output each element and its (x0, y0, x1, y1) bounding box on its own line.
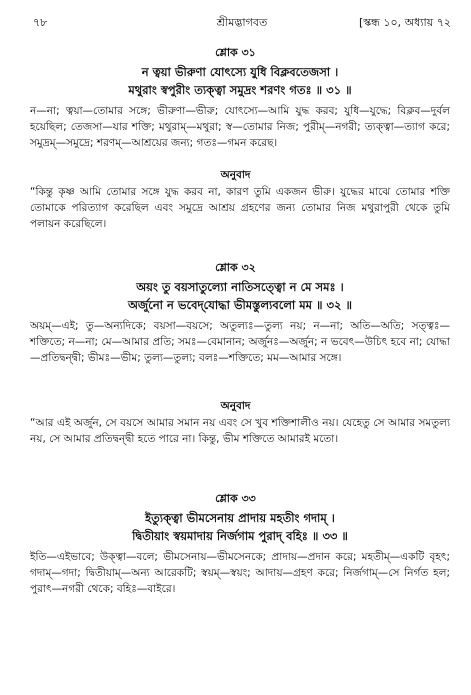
sanskrit-verse (30, 509, 450, 545)
verse-line: দ্বিতীয়াং স্বয়মাদায় নির্জগাম পুরাদ্‌ বহিঃ ॥ ৩৩ ॥ (132, 529, 348, 543)
translation-text: “আর এই অর্জুন, সে বয়সে আমার সমান নয় এবং সে খুব শক্তিশালীও নয়। যেহেতু সে আমার সমতুল্য নয়, সে আমার প্রতিদ্বন্দ্বী হতে পারে না। কিন্তু, ভীম শক্তিতে আমারই মতো। (30, 417, 450, 445)
word-synonyms: ইতি—এইভাবে; উক্ত্বা—বলে; ভীমসেনায়—ভীমসেনকে; প্রাদায়—প্রদান করে; মহতীম্—একটি বৃহৎ; গদাম্—গদা; দ্বিতীয়াম্—অন্য আরেকটি; স্বয়ম্—স্বয়ং; আদায়—গ্রহণ করে; নির্জগাম্—সে নির্গত হল; পুরাৎ—নগরী থেকে; বহিঃ—বাইরে। (30, 551, 450, 595)
verse-line: মথুরাং স্বপুরীং ত্যক্ত্বা সমুদ্রং শরণং গতঃ ॥ ৩১ ॥ (128, 83, 352, 97)
page-number: ৭৮ (33, 16, 48, 29)
section-reference: [স্কন্ধ ১০, অধ্যায় ৭২ (358, 16, 451, 29)
word-synonyms: অয়ম্—এই; তু—অন্যদিকে; বয়সা—বয়সে; অতুল্যঃ—তুল্য নয়; ন—না; অতি—অতি; সত্ত্বঃ—শক্তিতে; ন—না; মে—আমার প্রতি; সমঃ—বেমানান; অর্জুনঃ—অর্জুন; ন ভবেৎ—উচিৎ হবে না; যোদ্ধা—প্রতিদ্বন্দ্বী; ভীমঃ—ভীম; তুল্য—তুল্য; বলঃ—শক্তিতে; মম—আমার সঙ্গে। (30, 320, 450, 364)
verse-line: ইত্যুক্ত্বা ভীমসেনায় প্রাদায় মহতীং গদাম্ । (145, 511, 335, 525)
verse-line: অর্জুনো ন ভবেদ্‌যোদ্ধা ভীমস্তুল্যবলো মম ॥ ৩২ ॥ (127, 298, 353, 312)
verse-line: ন ত্বয়া ভীরুণা যোৎস্যে যুধি বিক্লবতেজসা । (141, 65, 339, 79)
translation-heading: অনুবাদ (220, 169, 251, 181)
sanskrit-verse (30, 63, 450, 99)
sloka-heading: শ্লোক ৩৩ (215, 492, 256, 505)
word-synonyms: ন—না; ত্বয়া—তোমার সঙ্গে; ভীরুণা—ভীরু; যোৎস্যে—আমি যুদ্ধ করব; যুধি—যুদ্ধে; বিক্লব—দুর্বল হয়েছিল; তেজসা—যার শক্তি; মথুরাম্—মথুরা; স্ব—তোমার নিজ; পুরীম্—নগরী; ত্যক্ত্বা—ত্যাগ করে; সমুদ্রম্—সমুদ্রে; শরণম্—আশ্রয়ের জন্য; গতঃ—গমন করেছ। (30, 105, 450, 149)
sanskrit-verse (30, 278, 450, 314)
translation-text: “কিন্তু কৃষ্ণ আমি তোমার সঙ্গে যুদ্ধ করব না, কারণ তুমি একজন ভীরু। যুদ্ধের মাঝে তোমার শক্তি তোমাকে পরিত্যাগ করেছিল এবং সমুদ্রে আশ্রয় গ্রহণের জন্য তোমার নিজ মথুরাপুরী থেকে তুমি পলায়ন করেছিলে। (30, 186, 450, 230)
verse-line: অয়ং তু বয়সাতুল্যো নাতিসত্ত্বো ন মে সমঃ । (136, 280, 344, 294)
running-header (33, 14, 451, 32)
sloka-heading: শ্লোক ৩১ (215, 46, 256, 59)
sloka-heading: শ্লোক ৩২ (215, 261, 256, 274)
translation-heading: অনুবাদ (220, 400, 251, 412)
book-title: শ্রীমদ্ভাগবত (216, 16, 268, 29)
